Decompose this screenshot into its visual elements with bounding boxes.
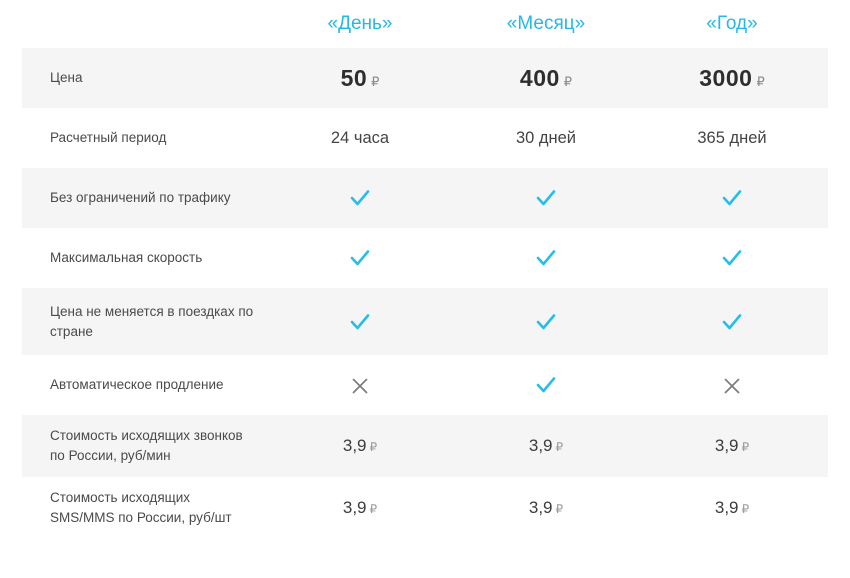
row-label-outgoing-calls: Стоимость исходящих звонков по России, руб/мин — [50, 428, 243, 463]
table-row — [22, 228, 828, 288]
cell-price-unchanged-year — [639, 311, 825, 332]
cross-icon — [351, 377, 369, 395]
currency-day: ₽ — [371, 73, 380, 89]
currency-calls-month: ₽ — [555, 440, 564, 454]
table-row — [22, 168, 828, 228]
cell-outgoing-calls-month — [453, 436, 639, 456]
row-label-max-speed: Максимальная скорость — [50, 249, 203, 265]
rate-value-sms-month: 3,9 — [528, 498, 553, 517]
check-icon — [722, 312, 742, 332]
table-row — [22, 355, 828, 415]
price-value-year: 3000 — [699, 64, 753, 91]
table-row — [22, 48, 828, 108]
cell-period-year — [639, 128, 825, 148]
check-icon — [722, 248, 742, 268]
cell-price-month — [453, 65, 639, 92]
cell-price-unchanged-day — [267, 311, 453, 332]
rate-value-calls-month: 3,9 — [528, 436, 553, 455]
currency-calls-year: ₽ — [741, 440, 750, 454]
plan-title-year: «Год» — [706, 13, 758, 34]
cell-max-speed-year — [639, 248, 825, 269]
cell-max-speed-day — [267, 248, 453, 269]
cell-price-unchanged-month — [453, 311, 639, 332]
cell-auto-renewal-year — [639, 375, 825, 395]
plan-title-month: «Месяц» — [506, 13, 586, 34]
currency-sms-day: ₽ — [369, 502, 378, 516]
currency-sms-year: ₽ — [741, 502, 750, 516]
check-icon — [536, 375, 556, 395]
rate-value-sms-day: 3,9 — [342, 498, 367, 517]
rate-value-sms-year: 3,9 — [714, 498, 739, 517]
table-row — [22, 108, 828, 168]
currency-sms-month: ₽ — [555, 502, 564, 516]
check-icon — [350, 248, 370, 268]
rate-value-calls-day: 3,9 — [342, 436, 367, 455]
currency-year: ₽ — [756, 73, 765, 89]
price-value-day: 50 — [340, 64, 368, 91]
cell-max-speed-month — [453, 248, 639, 269]
table-bottom-spacer — [22, 539, 828, 555]
row-label-period: Расчетный период — [50, 129, 167, 145]
check-icon — [536, 312, 556, 332]
period-value-month: 30 дней — [515, 129, 577, 147]
price-value-month: 400 — [519, 64, 560, 91]
cross-icon — [723, 377, 741, 395]
table-row — [22, 288, 828, 355]
row-label-auto-renewal: Автоматическое продление — [50, 376, 224, 392]
cell-period-month — [453, 128, 639, 148]
table-row — [22, 477, 828, 539]
row-label-price: Цена — [50, 69, 83, 85]
currency-month: ₽ — [563, 73, 573, 89]
plan-column-month — [453, 13, 639, 35]
plan-column-day — [267, 13, 453, 35]
check-icon — [350, 188, 370, 208]
check-icon — [350, 312, 370, 332]
cell-period-day — [267, 128, 453, 148]
cell-unlimited-traffic-month — [453, 188, 639, 209]
row-label-unlimited-traffic: Без ограничений по трафику — [50, 189, 231, 205]
check-icon — [536, 188, 556, 208]
row-label-outgoing-sms: Стоимость исходящих SMS/MMS по России, руб/шт — [50, 490, 232, 525]
cell-outgoing-calls-year — [639, 436, 825, 456]
period-value-year: 365 дней — [697, 129, 767, 147]
cell-outgoing-sms-year — [639, 498, 825, 518]
plan-column-year — [639, 13, 825, 35]
cell-auto-renewal-month — [453, 375, 639, 396]
table-header-row — [0, 0, 850, 48]
currency-calls-day: ₽ — [369, 440, 378, 454]
cell-outgoing-calls-day — [267, 436, 453, 456]
table-row — [22, 415, 828, 477]
cell-outgoing-sms-month — [453, 498, 639, 518]
table-body — [0, 48, 850, 578]
cell-unlimited-traffic-year — [639, 188, 825, 209]
check-icon — [536, 248, 556, 268]
rate-value-calls-year: 3,9 — [714, 436, 739, 455]
plan-title-day: «День» — [327, 13, 393, 34]
cell-price-year — [639, 65, 825, 92]
cell-price-day — [267, 65, 453, 92]
cell-auto-renewal-day — [267, 375, 453, 395]
cell-outgoing-sms-day — [267, 498, 453, 518]
row-label-price-unchanged: Цена не меняется в поездках по стране — [50, 303, 254, 339]
period-value-day: 24 часа — [330, 129, 390, 147]
cell-unlimited-traffic-day — [267, 188, 453, 209]
check-icon — [722, 188, 742, 208]
